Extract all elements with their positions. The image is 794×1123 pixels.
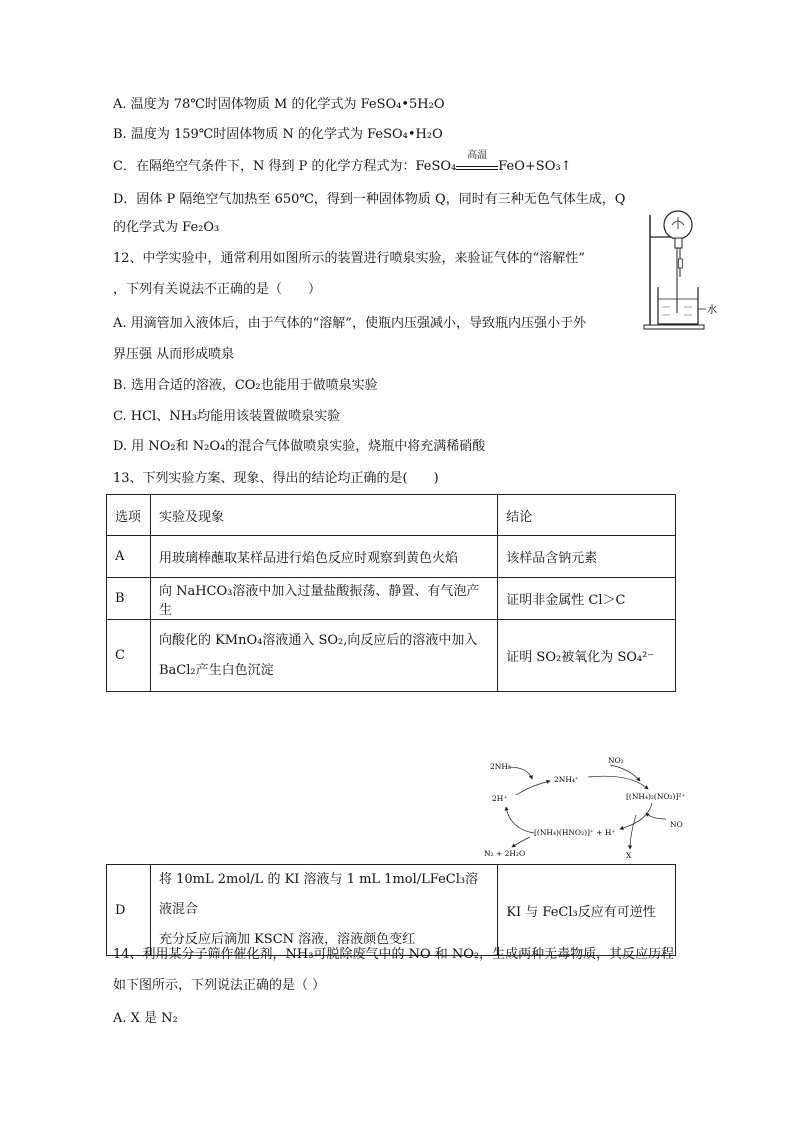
table-row xyxy=(107,865,676,956)
q12-option-c: C. HCl、NH₃均能用该装置做喷泉实验 xyxy=(113,409,341,424)
table-cell: KI 与 FeCl₃反应有可逆性 xyxy=(498,865,676,956)
q12-stem-line2: ，下列有关说法不正确的是（ ） xyxy=(113,282,322,297)
fountain-apparatus-figure xyxy=(640,207,720,333)
q12-stem-line1: 12、中学实验中，通常利用如图所示的装置进行喷泉实验，来验证气体的“溶解性” xyxy=(113,251,585,266)
reaction-equals-bar xyxy=(456,166,498,170)
table-cell: 该样品含钠元素 xyxy=(498,536,676,578)
table-cell: B xyxy=(107,578,151,620)
experiment-table-bottom xyxy=(106,864,676,956)
q11-option-d-line2: 的化学式为 Fe₂O₃ xyxy=(113,220,220,235)
table-cell: C xyxy=(107,620,151,692)
q11-option-c-before: C．在隔绝空气条件下，N 得到 P 的化学方程式为：FeSO₄ xyxy=(113,159,457,174)
table-cell: 向 NaHCO₃溶液中加入过量盐酸振荡、静置、有气泡产生 xyxy=(150,578,497,620)
table-cell: 用玻璃棒蘸取某样品进行焰色反应时观察到黄色火焰 xyxy=(150,536,497,578)
table-row xyxy=(107,536,676,578)
table-header-row xyxy=(107,495,676,536)
q12-option-a-line2: 界压强 从而形成喷泉 xyxy=(113,347,235,362)
no-label: NO xyxy=(670,820,683,829)
complex1-label: [(NH₄)₂(NO₂)]²⁺ xyxy=(626,792,686,801)
q12-option-a-line1: A. 用滴管加入液体后，由于气体的“溶解”，使瓶内压强减小，导致瓶内压强小于外 xyxy=(113,316,586,331)
table-cell xyxy=(150,620,497,692)
complex2-label: [(NH₄)(HNO₂)]⁺ + H⁺ xyxy=(534,828,616,837)
q11-option-c xyxy=(113,150,572,176)
flask-neck xyxy=(675,238,682,248)
beaker xyxy=(658,287,698,324)
water-label: 水 xyxy=(707,305,717,316)
x-label: X xyxy=(626,851,632,860)
q11-option-c-after: FeO+SO₃↑ xyxy=(498,159,572,174)
table-header-cell: 选项 xyxy=(107,495,151,536)
table-cell-line: BaCl₂产生白色沉淀 xyxy=(158,662,274,678)
dropper xyxy=(679,259,683,268)
stand-base xyxy=(644,325,704,329)
table-cell-line: 将 10mL 2mol/L 的 KI 溶液与 1 mL 1mol/LFeCl₃溶液混合 xyxy=(158,872,479,917)
nh4-label: 2NH₄⁺ xyxy=(554,775,579,784)
products-label: N₂ + 2H₂O xyxy=(484,849,526,858)
q14-stem-line2: 如下图所示，下列说法正确的是（ ） xyxy=(113,978,326,993)
table-header-cell: 结论 xyxy=(498,495,676,536)
table-row xyxy=(107,620,676,692)
no2-label: NO₂ xyxy=(608,756,624,765)
reaction-condition-text: 高温 xyxy=(467,150,488,161)
q11-option-b: B. 温度为 159℃时固体物质 N 的化学式为 FeSO₄•H₂O xyxy=(113,127,443,142)
q14-stem-line1: 14、利用某分子筛作催化剂，NH₃可脱除废气中的 NO 和 NO₂，生成两种无毒物质，其反应历程 xyxy=(113,947,675,962)
reaction-condition-arrow xyxy=(456,150,498,170)
table-cell-line: 充分反应后滴加 KSCN 溶液，溶液颜色变红 xyxy=(158,932,416,947)
q11-option-d-line1: D．固体 P 隔绝空气加热至 650℃，得到一种固体物质 Q，同时有三种无色气体生成，Q xyxy=(113,192,626,207)
table-cell xyxy=(150,865,497,956)
h-plus-label: 2H⁺ xyxy=(492,794,508,803)
table-cell: 证明 SO₂被氧化为 SO₄²⁻ xyxy=(498,620,676,692)
q11-option-a: A. 温度为 78℃时固体物质 M 的化学式为 FeSO₄•5H₂O xyxy=(113,97,445,112)
table-cell-line: 向酸化的 KMnO₄溶液通入 SO₂,向反应后的溶液中加入 xyxy=(158,632,478,648)
q13-stem: 13、下列实验方案、现象、得出的结论均正确的是( ) xyxy=(113,471,439,486)
q14-option-a: A. X 是 N₂ xyxy=(113,1011,178,1026)
nh3-label: 2NH₃ xyxy=(490,762,511,771)
q12-option-d: D. 用 NO₂和 N₂O₄的混合气体做喷泉实验，烧瓶中将充满稀硝酸 xyxy=(113,439,486,454)
table-cell: D xyxy=(107,865,151,956)
table-cell: A xyxy=(107,536,151,578)
table-header-cell: 实验及现象 xyxy=(150,495,497,536)
table-cell: 证明非金属性 Cl＞C xyxy=(498,578,676,620)
q12-option-b: B. 选用合适的溶液，CO₂也能用于做喷泉实验 xyxy=(113,378,378,393)
experiment-table-top xyxy=(106,494,676,692)
table-row xyxy=(107,578,676,620)
reaction-cycle-diagram xyxy=(480,755,700,865)
